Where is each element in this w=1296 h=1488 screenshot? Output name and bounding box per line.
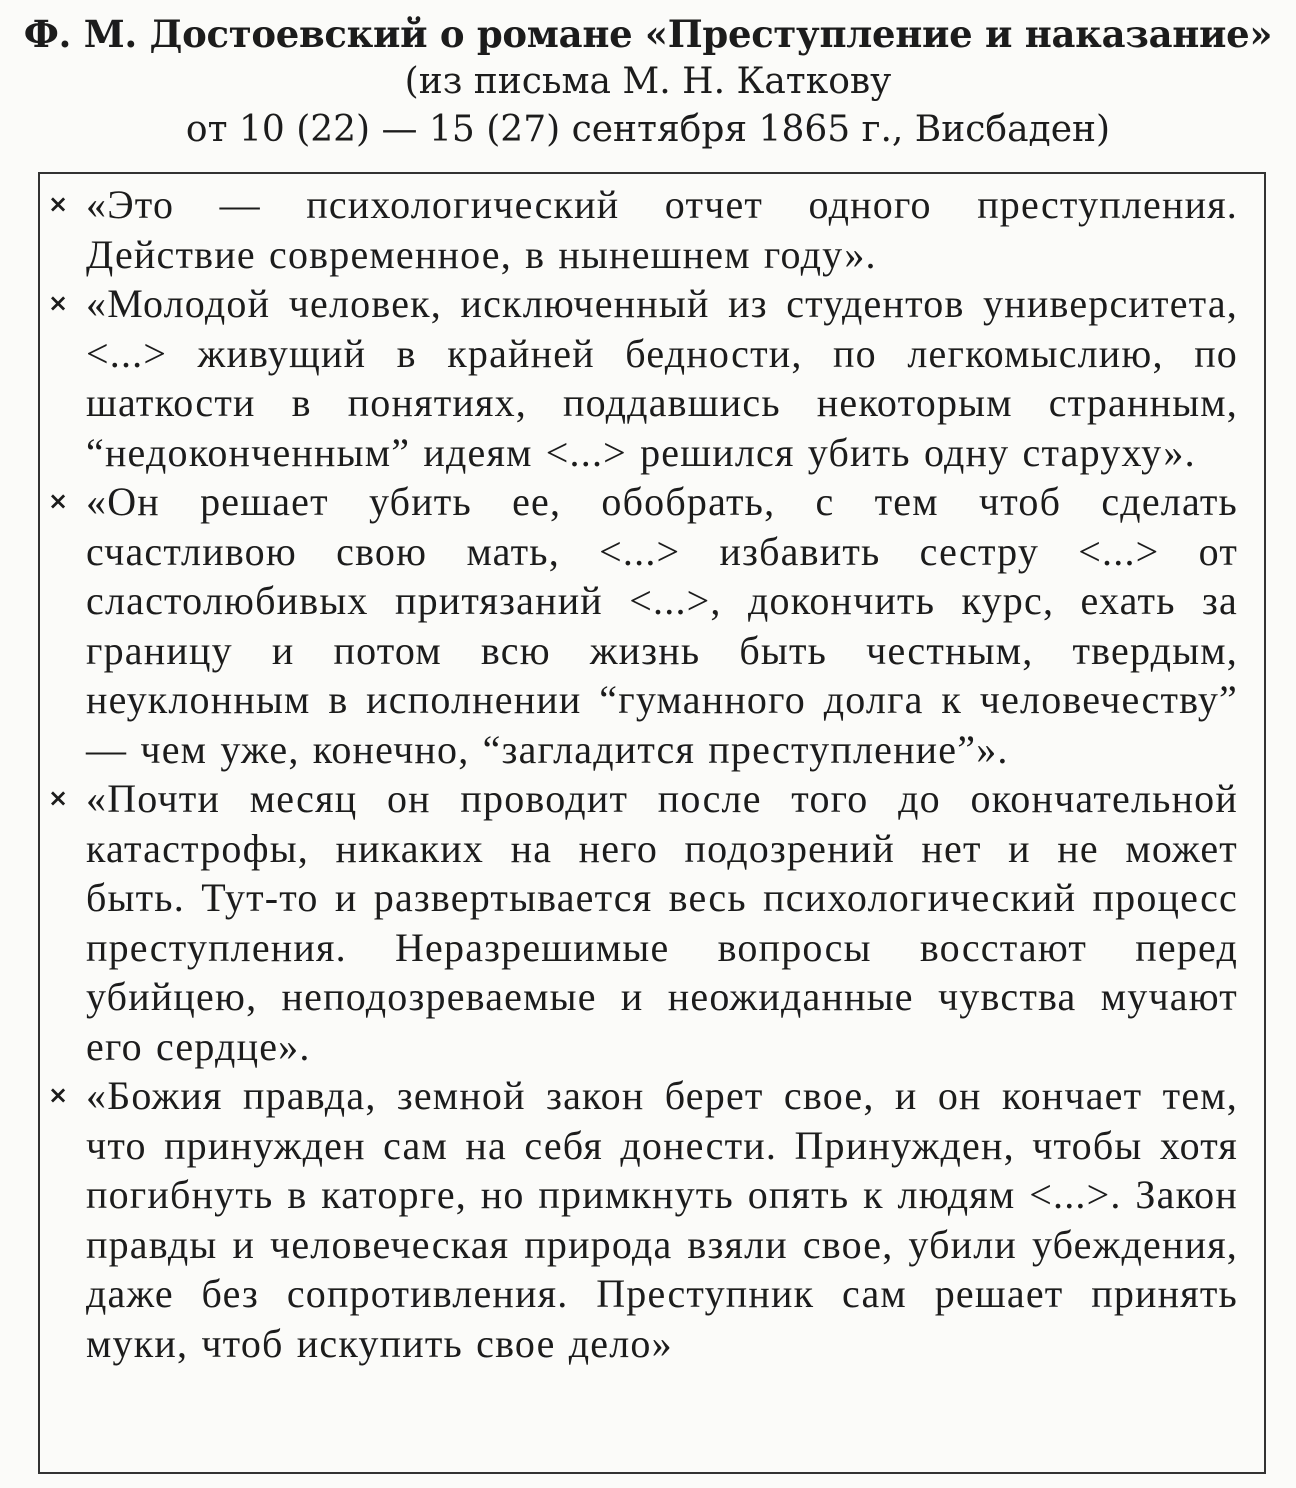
cross-bullet-icon: ×: [48, 487, 70, 515]
document-subtitle-line-1: (из письма М. Н. Каткову: [404, 61, 892, 102]
quote-text: «Это — психологический отчет одного преступления. Действие современное, в нынешнем году».: [86, 182, 1238, 277]
cross-bullet-icon: ×: [48, 784, 70, 812]
quotes-list: [40, 174, 1264, 1368]
document-heading: [0, 10, 1296, 154]
cross-bullet-icon: ×: [48, 289, 70, 317]
quote-item: [48, 774, 1238, 1071]
quote-text: «Он решает убить ее, обобрать, с тем чтоб сделать счастливою свою мать, <...> избавить сестру <...> от сластолюбивых притязаний <...>, докончить курс, ехать за границу и потом всю жизнь быть честным, твердым, неуклонным в исполнении “гуманного долга к человечеству” — чем уже, конечно, “загладится преступление”».: [86, 479, 1238, 772]
quote-item: [48, 1071, 1238, 1368]
cross-bullet-icon: ×: [48, 1081, 70, 1109]
quote-item: [48, 180, 1238, 279]
quote-text: «Почти месяц он проводит после того до окончательной катастрофы, никаких на него подозрений нет и не может быть. Тут-то и развертывается весь психологический процесс преступления. Неразрешимые вопросы восстают перед убийцею, неподозреваемые и неожиданные чувства мучают его сердце».: [86, 776, 1238, 1069]
quote-item: [48, 477, 1238, 774]
quote-item: [48, 279, 1238, 477]
cross-bullet-icon: ×: [48, 190, 70, 218]
quote-text: «Божия правда, земной закон берет свое, и он кончает тем, что принужден сам на себя донести. Принужден, чтобы хотя погибнуть в каторге, но примкнуть опять к людям <...>. Закон правды и человеческая природа взяли свое, убили убеждения, даже без сопротивления. Преступник сам решает принять муки, чтоб искупить свое дело»: [86, 1073, 1238, 1366]
quotes-box: [38, 172, 1266, 1474]
quote-text: «Молодой человек, исключенный из студентов университета, <...> живущий в крайней бедности, по легкомыслию, по шаткости в понятиях, поддавшись некоторым странным, “недоконченным” идеям <...> решился убить одну старуху».: [86, 281, 1238, 475]
document-title: Ф. М. Достоевский о романе «Преступление и наказание»: [23, 12, 1273, 56]
document-subtitle-line-2: от 10 (22) — 15 (27) сентября 1865 г., Висбаден): [185, 109, 1111, 150]
